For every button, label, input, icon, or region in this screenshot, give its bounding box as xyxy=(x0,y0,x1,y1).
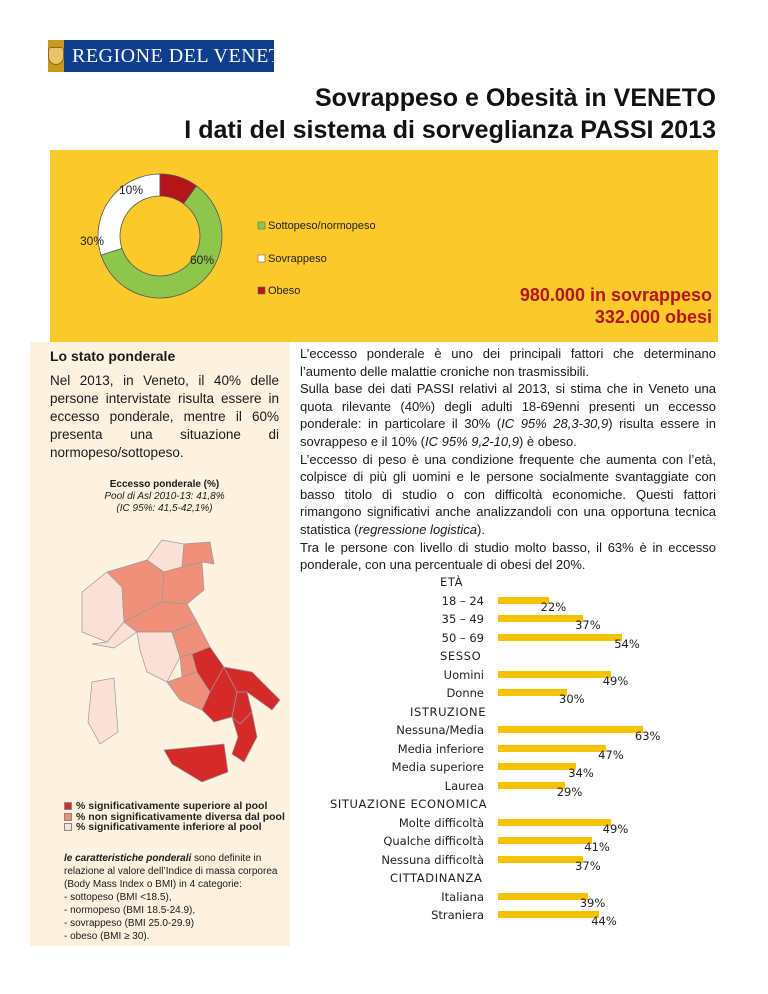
sidebar-text: Nel 2013, in Veneto, il 40% delle persone intervistate risulta essere in eccesso ponderale, mentre il 60% presenta una situazione di normopeso/sottopeso. xyxy=(50,373,279,460)
bar-value-label: 37% xyxy=(575,858,601,873)
bar-row xyxy=(290,612,720,632)
bar-group-title: ETÀ xyxy=(440,575,464,589)
bar xyxy=(498,745,606,752)
map-legend-item-inferiore xyxy=(64,822,285,833)
bar-row xyxy=(290,760,720,780)
bar xyxy=(498,911,599,918)
note-bold: le caratteristiche ponderali xyxy=(64,853,192,864)
legend-label-obeso: Obeso xyxy=(268,285,301,297)
bar-chart xyxy=(290,575,720,945)
bar-row xyxy=(290,852,720,873)
donut-label-normopeso: 60% xyxy=(190,253,215,267)
donut-label-obeso: 10% xyxy=(119,183,144,197)
map-subtitle-2: (IC 95%: 41,5-42,1%) xyxy=(116,503,213,514)
bar-category-label: 18 – 24 xyxy=(441,593,484,608)
note-item: - sovrappeso (BMI 25.0-29.9) xyxy=(64,918,195,929)
map-title: Eccesso ponderale (%) xyxy=(109,479,220,490)
map-legend xyxy=(64,801,285,833)
bar-row xyxy=(290,834,720,854)
bar-category-label: Italiana xyxy=(441,889,484,904)
legend-text-inferiore: % significativamente inferiore al pool xyxy=(76,821,262,833)
crest-icon xyxy=(48,40,64,72)
map-caption xyxy=(50,479,279,515)
bar xyxy=(498,819,611,826)
title-line-2: I dati del sistema di sorveglianza PASSI 2013 xyxy=(184,116,716,144)
bar-row xyxy=(290,778,720,799)
bar xyxy=(498,634,622,641)
bar-row xyxy=(290,889,720,910)
map-subtitle-1: Pool di Asl 2010-13: 41,8% xyxy=(104,491,225,502)
bar-category-label: Laurea xyxy=(444,778,484,793)
bar-category-label: 35 – 49 xyxy=(441,612,484,626)
bar xyxy=(498,671,611,678)
paragraph-4: Tra le persone con livello di studio molto basso, il 63% è in eccesso ponderale, con una percentuale di obesi del 20%. xyxy=(300,539,716,573)
note-rest: sono definite in relazione al valore dell’Indice di massa corporea (Body Mass Index o BMI) in 4 categorie: xyxy=(64,853,278,890)
map-legend-item-superiore xyxy=(64,801,285,812)
bar-value-label: 39% xyxy=(579,895,606,910)
bar-category-label: Straniera xyxy=(431,908,484,922)
bar-category-label: Media superiore xyxy=(391,760,484,774)
legend-swatch-obeso xyxy=(258,287,265,294)
bar-row xyxy=(290,723,720,743)
note-item: - sottopeso (BMI <18.5), xyxy=(64,892,172,903)
bar-row xyxy=(290,815,720,836)
legend-text-non-diversa: % non significativamente diversa dal pool xyxy=(76,810,285,823)
legend-text-superiore: % significativamente superiore al pool xyxy=(76,800,268,812)
bar-value-label: 54% xyxy=(614,636,640,651)
bar xyxy=(498,763,576,770)
legend-swatch-normopeso xyxy=(258,222,265,229)
page-title xyxy=(184,82,716,146)
stat-obese: 332.000 obesi xyxy=(594,307,712,327)
bar-row xyxy=(290,593,720,614)
legend-swatch-inferiore xyxy=(64,823,72,831)
bar-category-label: Donne xyxy=(446,686,484,700)
map-region-toscana xyxy=(137,632,180,682)
bar xyxy=(498,689,567,696)
bar-value-label: 41% xyxy=(584,840,610,854)
bar-group-title: ISTRUZIONE xyxy=(410,704,487,719)
legend-swatch-superiore xyxy=(64,802,72,810)
bar xyxy=(498,615,583,622)
bar-category-label: Media inferiore xyxy=(397,741,484,756)
band-stats xyxy=(520,284,712,328)
bar-category-label: Nessuna difficoltà xyxy=(381,852,484,867)
bar-value-label: 49% xyxy=(602,673,629,688)
map-region-sardegna xyxy=(88,678,118,744)
note-item: - normopeso (BMI 18.5-24.9), xyxy=(64,905,196,916)
donut-label-sovrappeso: 30% xyxy=(80,234,105,248)
bar-row xyxy=(290,741,720,762)
paragraph-3: L’eccesso di peso è una condizione frequente che aumenta con l’età, colpisce di più gli uomini e le persone socialmente svantaggiate con basso titolo di studio o con difficoltà economiche. Questi fattori rimangono significativi anche analizzandoli con una opportuna tecnica statistica (regressione logistica). xyxy=(300,451,716,537)
bar-category-label: Qualche difficoltà xyxy=(383,834,484,848)
summary-band xyxy=(50,150,718,342)
legend-swatch-sovrappeso xyxy=(258,255,265,262)
note-item: - obeso (BMI ≥ 30). xyxy=(64,931,150,942)
paragraph-1: L’eccesso ponderale è uno dei principali fattori che determinano l’aumento delle malattie croniche non trasmissibili. xyxy=(300,346,716,379)
legend-label-sovrappeso: Sovrappeso xyxy=(268,253,327,265)
bar-value-label: 22% xyxy=(540,599,567,614)
bar-value-label: 37% xyxy=(575,618,601,632)
title-line-1: Sovrappeso e Obesità in VENETO xyxy=(314,84,716,112)
bar xyxy=(498,893,588,900)
bar-category-label: Uomini xyxy=(443,667,484,682)
bar xyxy=(498,782,565,789)
italy-map xyxy=(52,532,288,782)
legend-label-normopeso: Sottopeso/normopeso xyxy=(268,220,376,232)
sidebar-note xyxy=(64,852,284,943)
bar xyxy=(498,726,643,733)
bar xyxy=(498,856,583,863)
bar-row xyxy=(290,667,720,688)
bar-row xyxy=(290,908,720,928)
bar-group-title: SESSO xyxy=(440,649,482,663)
sidebar-heading: Lo stato ponderale xyxy=(50,348,176,364)
bar-row xyxy=(290,630,720,651)
sidebar-panel xyxy=(30,342,290,946)
bar-category-label: Nessuna/Media xyxy=(396,723,484,737)
bar-value-label: 34% xyxy=(568,766,594,780)
bar-value-label: 63% xyxy=(634,729,661,743)
map-region-sicilia xyxy=(164,744,228,782)
bar-group-title: SITUAZIONE ECONOMICA xyxy=(330,797,488,811)
map-region-friuli xyxy=(182,542,214,567)
bar-value-label: 49% xyxy=(602,821,629,836)
regione-veneto-logo xyxy=(48,40,297,72)
paragraph-2: Sulla base dei dati PASSI relativi al 2013, si stima che in Veneto una quota rilevante (40%) degli adulti 18-69enni presenti un eccesso ponderale: in particolare il 30% (IC 95% 28,3-30,9) risulta essere in sovrappeso e il 10% (IC 95% 9,2-10,9) è obeso. xyxy=(300,381,716,449)
body-text xyxy=(300,345,716,574)
stat-overweight: 980.000 in sovrappeso xyxy=(519,285,712,305)
bar-value-label: 44% xyxy=(591,914,617,928)
bar-value-label: 47% xyxy=(598,747,624,762)
logo-text: REGIONE DEL VENETO xyxy=(72,44,297,67)
legend-swatch-non-diversa xyxy=(64,813,72,821)
bar-group-title: CITTADINANZA xyxy=(390,871,483,885)
bar-category-label: Molte difficoltà xyxy=(398,815,484,830)
bar-row xyxy=(290,686,720,706)
bar xyxy=(498,837,592,844)
bar-value-label: 30% xyxy=(559,692,585,706)
bar-category-label: 50 – 69 xyxy=(441,630,484,645)
bar-value-label: 29% xyxy=(556,784,583,799)
